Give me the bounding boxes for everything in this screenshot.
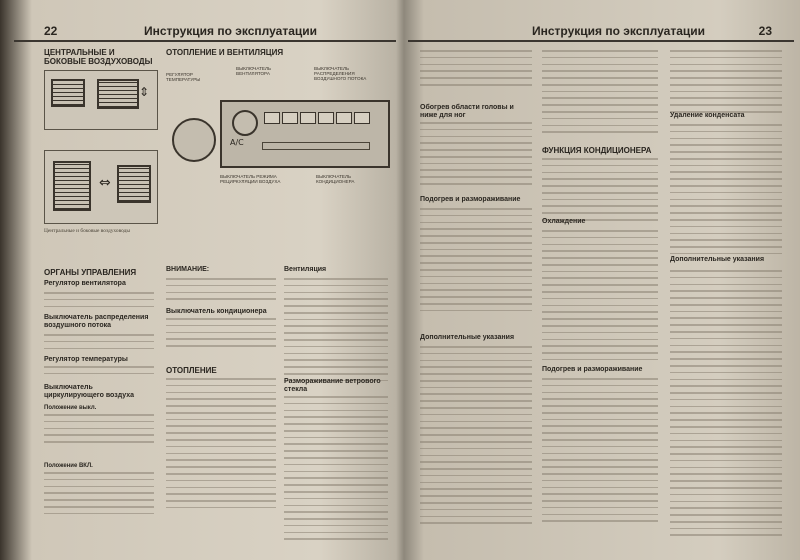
side-vent-small-diagram	[117, 165, 151, 203]
col1-heading: ОРГАНЫ УПРАВЛЕНИЯ	[44, 268, 137, 277]
vents-figure-top	[44, 70, 158, 130]
page-number-right: 23	[758, 24, 772, 38]
col1-sub-distribution: Выключатель распределения воздушного потока	[44, 314, 149, 329]
col1-sub-temp: Регулятор температуры	[44, 356, 128, 363]
fig2-label-fan: ВЫКЛЮЧАТЕЛЬ ВЕНТИЛЯТОРА	[236, 66, 271, 76]
col1-text-b	[44, 334, 154, 354]
rcol1-text-d	[420, 346, 532, 529]
fig2-title: ОТОПЛЕНИЕ И ВЕНТИЛЯЦИЯ	[166, 48, 284, 57]
mode-button-5[interactable]	[336, 112, 352, 124]
col1-sub-recirc: Выключатель циркулирующего воздуха	[44, 384, 135, 399]
col1-sub-off: Положение выкл.	[44, 405, 97, 411]
col1-sub-fan: Регулятор вентилятора	[44, 280, 126, 287]
fan-speed-dial[interactable]	[172, 118, 216, 162]
page-number-left: 22	[44, 24, 58, 38]
rcol1-sub-headfeet: Обогрев области головы и ниже для ног	[420, 104, 514, 119]
col2-text-b	[166, 318, 276, 352]
rcol3-text-a	[670, 50, 782, 118]
rcol2-sub-cooling: Охлаждение	[542, 218, 586, 225]
left-page-header	[14, 22, 396, 42]
temperature-knob[interactable]	[232, 110, 258, 136]
rcol3-text-c	[670, 270, 782, 541]
rcol2-text-c	[542, 230, 658, 366]
center-vent-diagram	[97, 79, 139, 109]
heater-control-panel	[220, 100, 390, 168]
rcol1-text-b	[420, 122, 532, 190]
header-title-right: Инструкция по эксплуатации	[532, 24, 706, 38]
rcol3-text-b	[670, 124, 782, 260]
fig2-label-recirc: ВЫКЛЮЧАТЕЛЬ РЕЖИМА РЕЦИРКУЛЯЦИИ ВОЗДУХА	[220, 174, 281, 184]
mode-button-6[interactable]	[354, 112, 370, 124]
arrow-updown-icon: ⇕	[139, 85, 150, 99]
rcol2-sub-heat-defrost: Подогрев и размораживание	[542, 366, 643, 373]
col2-sub-ac: Выключатель кондиционера	[166, 308, 267, 315]
rcol1-text-c	[420, 208, 532, 317]
mode-button-4[interactable]	[318, 112, 334, 124]
rcol3-sub-condensate: Удаление конденсата	[670, 112, 745, 119]
vents-figure-bottom	[44, 150, 158, 224]
rcol2-text-a	[542, 50, 658, 138]
col2-heading-heating: ОТОПЛЕНИЕ	[166, 366, 217, 375]
mode-button-2[interactable]	[282, 112, 298, 124]
rcol1-text-a	[420, 50, 532, 91]
rcol2-heading-ac: ФУНКЦИЯ КОНДИЦИОНЕРА	[542, 146, 652, 155]
figure-caption-left: Центральные и боковые воздуховоды	[44, 228, 131, 234]
mode-button-3[interactable]	[300, 112, 316, 124]
col3-text-b	[284, 396, 388, 545]
col3-heading-defrost: Размораживание ветрового стекла	[284, 378, 381, 393]
mode-button-1[interactable]	[264, 112, 280, 124]
arrow-leftright-icon: ⇔	[99, 175, 111, 191]
side-vent-large-diagram	[53, 161, 91, 211]
fig2-label-ac: ВЫКЛЮЧАТЕЛЬ КОНДИЦИОНЕРА	[316, 174, 355, 184]
col1-text-e	[44, 472, 154, 519]
fig2-label-temp: РЕГУЛЯТОР ТЕМПЕРАТУРЫ	[166, 72, 201, 82]
col1-sub-on: Положение ВКЛ.	[44, 463, 93, 469]
right-page	[408, 0, 794, 560]
fan-slider[interactable]	[262, 142, 370, 150]
col3-heading-ventilation: Вентиляция	[284, 266, 327, 273]
col1-text-a	[44, 292, 154, 312]
header-title-left: Инструкция по эксплуатации	[144, 24, 318, 38]
left-page	[14, 0, 396, 560]
col2-text-a	[166, 278, 276, 305]
fig2-label-distribution: ВЫКЛЮЧАТЕЛЬ РАСПРЕДЕЛЕНИЯ ВОЗДУШНОГО ПОТОКА	[314, 66, 367, 81]
col2-text-c	[166, 378, 276, 514]
rcol2-text-b	[542, 158, 658, 226]
side-vent-diagram	[51, 79, 85, 107]
col2-heading-warning: ВНИМАНИЕ:	[166, 266, 210, 273]
right-page-header	[408, 22, 794, 42]
fig1-title: ЦЕНТРАЛЬНЫЕ И БОКОВЫЕ ВОЗДУХОВОДЫ	[44, 48, 153, 66]
col3-text-a	[284, 278, 388, 387]
col1-text-d	[44, 414, 154, 448]
ac-button-label[interactable]: A/C	[230, 138, 244, 147]
rcol1-sub-heat-defrost: Подогрев и размораживание	[420, 196, 521, 203]
col1-text-c	[44, 366, 154, 380]
rcol1-sub-notes: Дополнительные указания	[420, 334, 515, 341]
rcol2-text-d	[542, 378, 658, 527]
rcol3-sub-notes: Дополнительные указания	[670, 256, 765, 263]
